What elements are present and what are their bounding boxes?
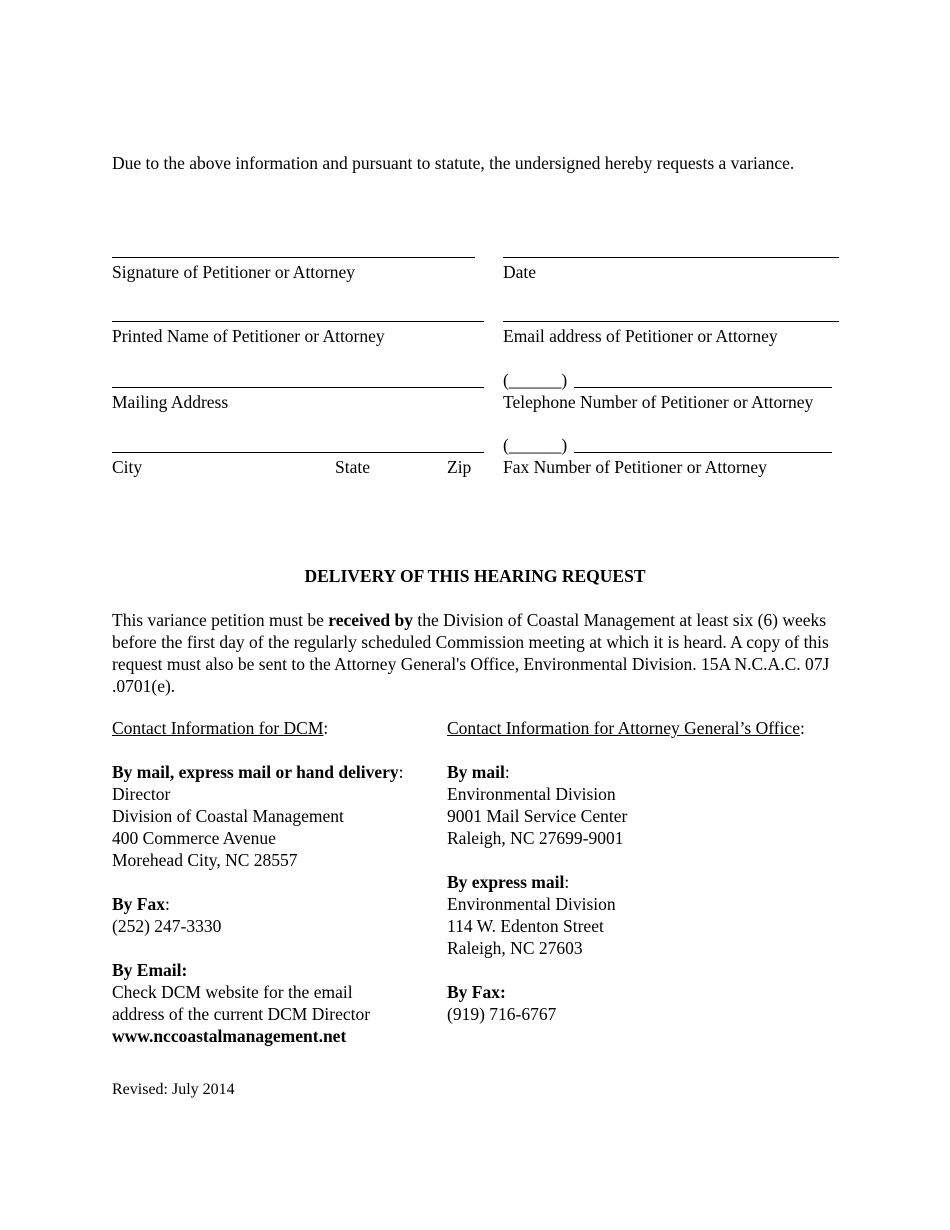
ag-express-heading: By express mail: bbox=[447, 872, 570, 892]
mailing-address-line[interactable] bbox=[112, 387, 484, 388]
dcm-contact-column bbox=[112, 717, 404, 1047]
date-line[interactable] bbox=[503, 257, 839, 258]
delivery-text-end: the Division of Coastal Management at least six (6) weeks before the first day of the regularly scheduled Commission meeting at which it is heard. A copy of this request must also be sent to the Attorney General's Office, Environmental Division. 15A N.C.A.C. 07J .0701(e). bbox=[112, 610, 830, 696]
signature-line[interactable] bbox=[112, 257, 475, 258]
ag-fax-number: (919) 716-6767 bbox=[447, 1004, 557, 1024]
dcm-website-link[interactable]: www.nccoastalmanagement.net bbox=[112, 1026, 347, 1046]
mailing-address-label: Mailing Address bbox=[112, 392, 229, 412]
dcm-mail-heading: By mail, express mail or hand delivery: bbox=[112, 762, 404, 782]
dcm-fax-heading: By Fax: bbox=[112, 894, 170, 914]
fax-line[interactable] bbox=[574, 452, 832, 453]
delivery-paragraph bbox=[112, 609, 842, 697]
email-line[interactable] bbox=[503, 321, 839, 322]
ag-mail-heading: By mail: bbox=[447, 762, 510, 782]
telephone-area-code[interactable]: (______) bbox=[503, 370, 568, 390]
dcm-contact-title: Contact Information for DCM: bbox=[112, 718, 329, 738]
dcm-mail-line: Morehead City, NC 28557 bbox=[112, 850, 298, 870]
ag-express-line: 114 W. Edenton Street bbox=[447, 916, 604, 936]
revised-date: Revised: July 2014 bbox=[112, 1081, 235, 1098]
ag-mail-line: Raleigh, NC 27699-9001 bbox=[447, 828, 624, 848]
ag-fax-heading: By Fax: bbox=[447, 982, 506, 1002]
ag-mail-line: Environmental Division bbox=[447, 784, 616, 804]
dcm-mail-line: Director bbox=[112, 784, 171, 804]
fax-label: Fax Number of Petitioner or Attorney bbox=[503, 457, 767, 477]
dcm-fax-number: (252) 247-3330 bbox=[112, 916, 222, 936]
city-state-zip-line[interactable] bbox=[112, 452, 484, 453]
zip-label: Zip bbox=[447, 457, 472, 477]
city-label: City bbox=[112, 457, 143, 477]
dcm-mail-line: Division of Coastal Management bbox=[112, 806, 344, 826]
delivery-text-start: This variance petition must be bbox=[112, 610, 329, 630]
printed-name-line[interactable] bbox=[112, 321, 484, 322]
ag-contact-title: Contact Information for Attorney General’s Office: bbox=[447, 718, 805, 738]
signature-label: Signature of Petitioner or Attorney bbox=[112, 262, 356, 282]
fax-area-code[interactable]: (______) bbox=[503, 435, 568, 455]
printed-name-label: Printed Name of Petitioner or Attorney bbox=[112, 326, 385, 346]
delivery-heading: DELIVERY OF THIS HEARING REQUEST bbox=[304, 566, 646, 586]
date-label: Date bbox=[503, 262, 537, 282]
ag-express-line: Environmental Division bbox=[447, 894, 616, 914]
dcm-mail-line: 400 Commerce Avenue bbox=[112, 828, 276, 848]
ag-express-line: Raleigh, NC 27603 bbox=[447, 938, 583, 958]
ag-mail-line: 9001 Mail Service Center bbox=[447, 806, 628, 826]
dcm-email-line: Check DCM website for the email bbox=[112, 982, 353, 1002]
state-label: State bbox=[335, 457, 370, 477]
intro-paragraph: Due to the above information and pursuant to statute, the undersigned hereby requests a variance. bbox=[112, 153, 795, 173]
telephone-line[interactable] bbox=[574, 387, 832, 388]
dcm-email-line: address of the current DCM Director bbox=[112, 1004, 371, 1024]
ag-contact-column bbox=[447, 717, 805, 1025]
received-by-text: received by bbox=[328, 610, 413, 630]
email-label: Email address of Petitioner or Attorney bbox=[503, 326, 778, 346]
telephone-label: Telephone Number of Petitioner or Attorney bbox=[503, 392, 814, 412]
dcm-email-heading: By Email: bbox=[112, 960, 188, 980]
